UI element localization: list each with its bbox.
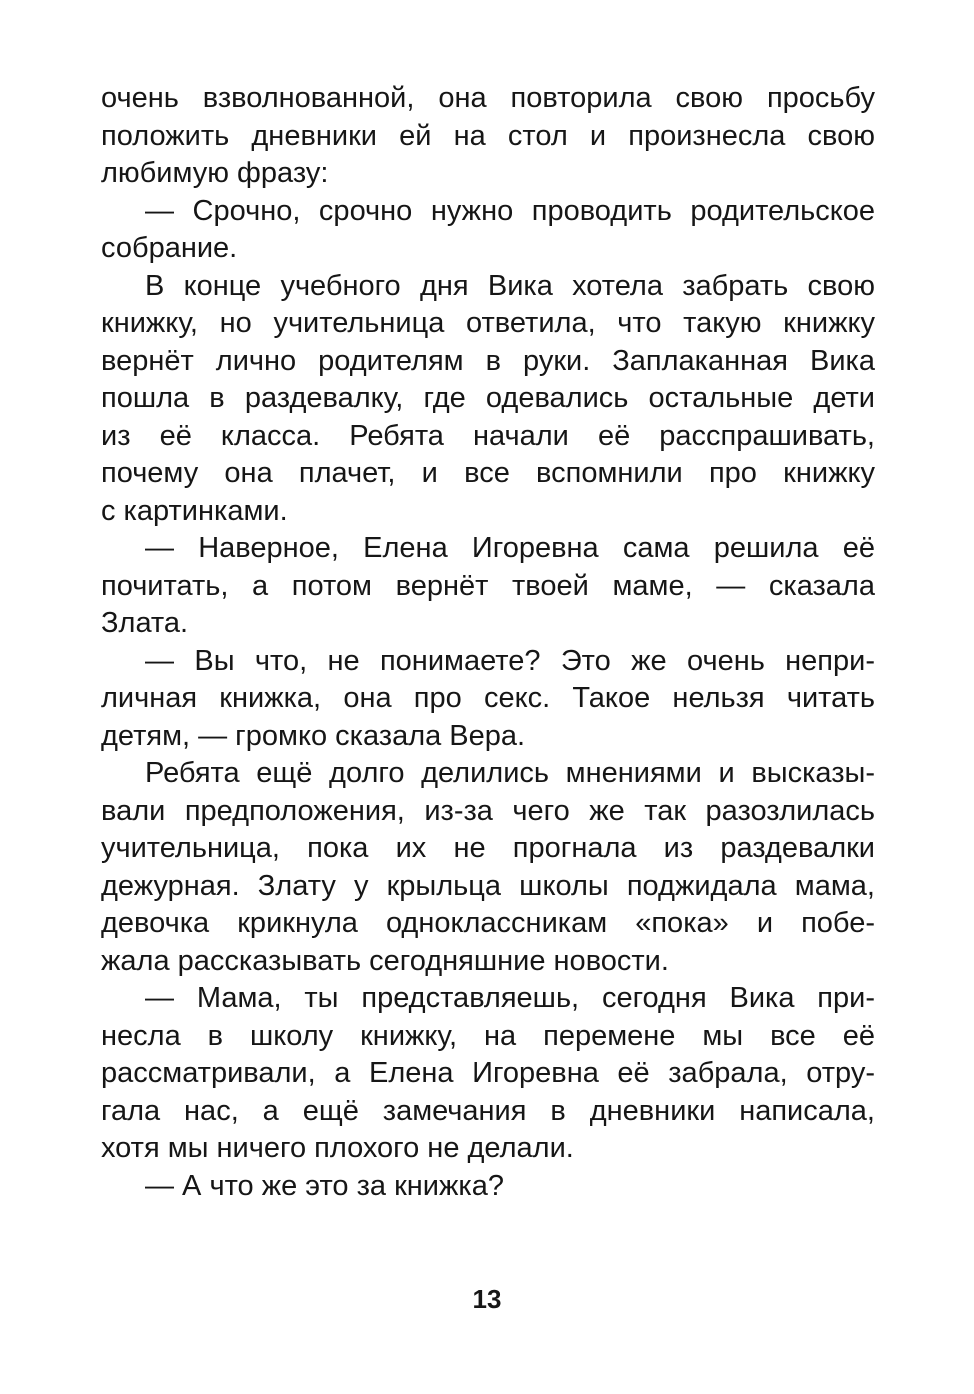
text-line: книжку, но учительница ответила, что такую книжку [101,307,875,339]
text-line: с картинками. [101,494,288,527]
text-line: любимую фразу: [101,157,329,189]
text-line: пошла в раздевалку, где одевались остальные дети [101,382,875,414]
text-line: вернёт лично родителям в руки. Заплаканная Вика [101,344,875,377]
page-number: 13 [472,1284,502,1314]
paragraph [101,193,875,268]
text-line: В конце учебного дня Вика хотела забрать свою [145,269,875,302]
paragraph [101,755,875,980]
text-line: положить дневники ей на стол и произнесла свою [101,119,875,152]
paragraph [101,268,875,531]
text-line: рассматривали, а Елена Игоревна её забрала, отру- [101,1057,875,1089]
text-line: личная книжка, она про секс. Такое нельзя читать [101,682,875,714]
paragraph [101,643,875,756]
text-line: собрание. [101,232,238,264]
text-line: Ребята ещё долго делились мнениями и высказы- [145,757,875,789]
text-line: несла в школу книжку, на перемене мы все её [101,1019,875,1052]
paragraph [101,980,875,1168]
text-line: очень взволнованной, она повторила свою просьбу [101,82,875,114]
text-line: вали предположения, из-за чего же так разозлилась [101,794,875,827]
text-line: дежурная. Злату у крыльца школы поджидала мама, [101,869,875,902]
text-line: учительница, пока их не прогнала из раздевалки [101,832,875,864]
text-line: — Срочно, срочно нужно проводить родительское [145,194,875,227]
text-line: Злата. [101,607,189,639]
text-line: — Наверное, Елена Игоревна сама решила её [145,532,875,564]
text-line: жала рассказывать сегодняшние новости. [101,944,669,977]
text-line: — Вы что, не понимаете? Это же очень непри- [145,644,875,677]
text-line: — Мама, ты представляешь, сегодня Вика при- [145,982,875,1014]
text-line: почему она плачет, и все вспомнили про книжку [101,457,875,489]
paragraph [101,80,875,193]
text-line: почитать, а потом вернёт твоей маме, — сказала [101,569,875,602]
text-line: девочка крикнула одноклассникам «пока» и побе- [101,907,875,939]
body-text [101,80,875,1205]
text-line: из её класса. Ребята начали её расспрашивать, [101,419,875,452]
text-line: хотя мы ничего плохого не делали. [101,1132,574,1164]
paragraph [101,1168,875,1206]
text-line: — А что же это за книжка? [145,1169,504,1202]
paragraph [101,530,875,643]
text-line: детям, — громко сказала Вера. [101,719,526,752]
text-line: гала нас, а ещё замечания в дневники написала, [101,1094,875,1127]
